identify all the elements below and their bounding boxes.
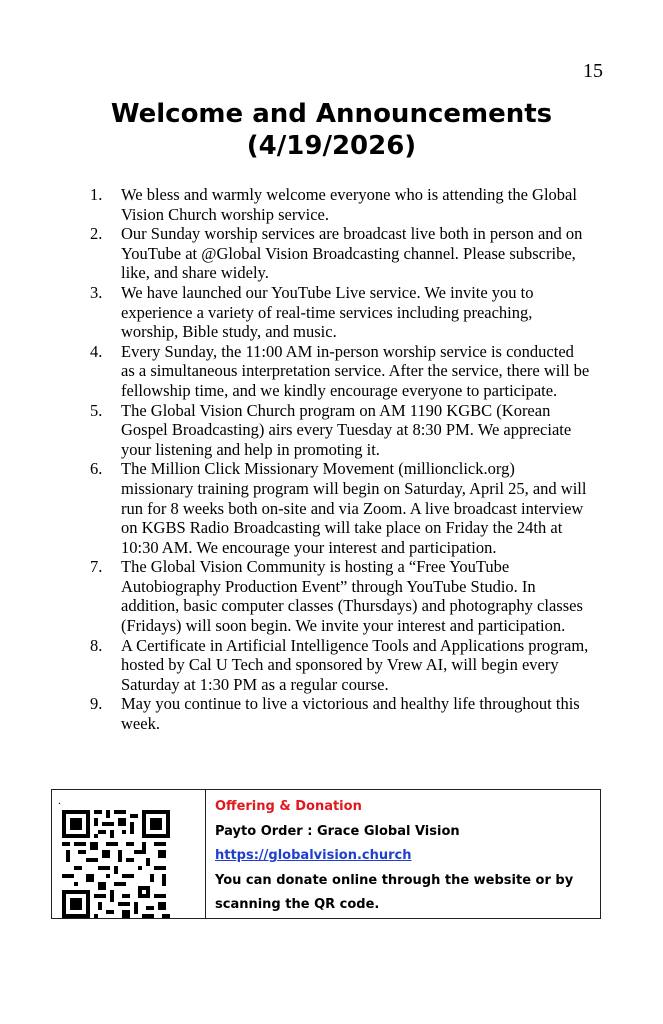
donation-instructions-line-1: You can donate online through the website or by bbox=[215, 872, 574, 888]
donation-box bbox=[51, 789, 601, 919]
item-number: 2. bbox=[90, 224, 103, 244]
item-text: Our Sunday worship services are broadcast live both in person and on YouTube at @Global Vision Broadcasting channel. Please subscribe, like, and share widely. bbox=[121, 224, 583, 283]
announcement-list bbox=[90, 185, 590, 734]
page-title bbox=[0, 98, 663, 162]
announcement-item bbox=[90, 694, 590, 733]
pay-to-order: Payto Order : Grace Global Vision bbox=[215, 823, 460, 839]
announcement-item bbox=[90, 459, 590, 557]
announcement-item bbox=[90, 401, 590, 460]
announcement-item bbox=[90, 185, 590, 224]
title-line-1: Welcome and Announcements bbox=[110, 99, 553, 129]
item-text: The Million Click Missionary Movement (millionclick.org) missionary training program will begin on Saturday, April 25, and will run for 8 weeks both on-site and via Zoom. A live broadcast interview on KGBS Radio Broadcasting will take place on Friday the 24th at 10:30 AM. We encourage your interest and participation. bbox=[121, 459, 587, 557]
qr-code-icon[interactable] bbox=[62, 810, 170, 918]
item-text: A Certificate in Artificial Intelligence Tools and Applications program, hosted by Cal U Tech and sponsored by Vrew AI, will begin every Saturday at 1:30 PM as a regular course. bbox=[121, 635, 589, 694]
item-number: 7. bbox=[90, 557, 103, 577]
cell-marker: . bbox=[58, 793, 61, 807]
item-number: 5. bbox=[90, 400, 103, 420]
announcement-item bbox=[90, 224, 590, 283]
item-number: 9. bbox=[90, 694, 103, 714]
page-number: 15 bbox=[583, 60, 603, 82]
item-text: We bless and warmly welcome everyone who is attending the Global Vision Church worship service. bbox=[121, 185, 577, 224]
item-text: We have launched our YouTube Live service. We invite you to experience a variety of real-time services including preaching, worship, Bible study, and music. bbox=[121, 282, 534, 342]
item-text: Every Sunday, the 11:00 AM in-person worship service is conducted as a simultaneous interpretation service. After the service, there will be fellowship time, and we kindly encourage everyone to participate. bbox=[121, 341, 590, 400]
announcement-item bbox=[90, 283, 590, 342]
item-number: 8. bbox=[90, 635, 103, 655]
title-date: (4/19/2026) bbox=[246, 131, 417, 161]
website-link[interactable]: https://globalvision.church bbox=[215, 848, 412, 863]
donation-heading: Offering & Donation bbox=[215, 799, 362, 814]
qr-cell bbox=[52, 790, 206, 918]
item-number: 4. bbox=[90, 341, 103, 361]
announcement-item bbox=[90, 342, 590, 401]
item-text: The Global Vision Church program on AM 1190 KGBC (Korean Gospel Broadcasting) airs every Tuesday at 8:30 PM. We appreciate your listening and help in promoting it. bbox=[121, 400, 572, 459]
donation-instructions-line-2: scanning the QR code. bbox=[215, 897, 380, 912]
announcement-item bbox=[90, 636, 590, 695]
item-number: 6. bbox=[90, 459, 103, 479]
donation-info bbox=[206, 790, 600, 918]
item-number: 3. bbox=[90, 282, 103, 302]
item-number: 1. bbox=[90, 185, 103, 204]
item-text: The Global Vision Community is hosting a “Free YouTube Autobiography Production Event” through YouTube Studio. In addition, basic computer classes (Thursdays) and photography classes (Fridays) will soon begin. We invite your interest and participation. bbox=[121, 557, 583, 636]
item-text: May you continue to live a victorious and healthy life throughout this week. bbox=[121, 694, 580, 734]
announcement-item bbox=[90, 557, 590, 635]
